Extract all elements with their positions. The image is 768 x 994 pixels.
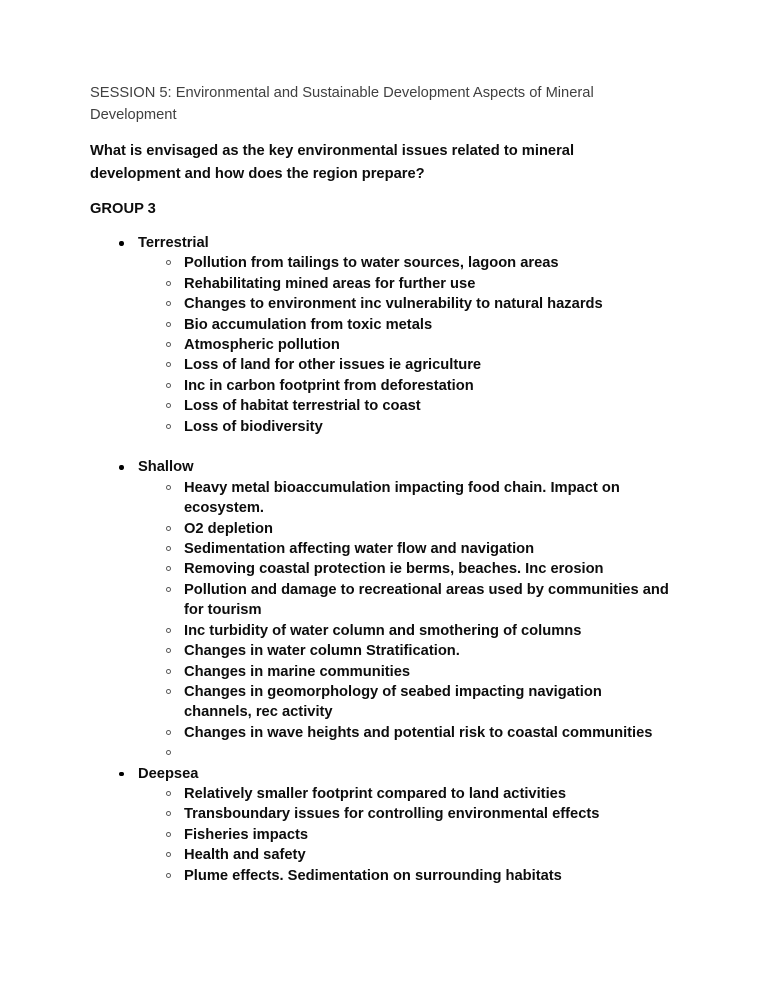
list-item-text: Heavy metal bioaccumulation impacting food chain. Impact on ecosystem. xyxy=(184,479,620,517)
outline-section xyxy=(90,457,673,763)
outline-list xyxy=(90,233,673,886)
list-item-text: Health and safety xyxy=(184,847,306,864)
list-item-text: Rehabilitating mined areas for further use xyxy=(184,275,476,292)
list-item-text: Changes to environment inc vulnerability to natural hazards xyxy=(184,296,603,313)
list-item-text: Bio accumulation from toxic metals xyxy=(184,316,433,333)
session-heading: SESSION 5: Environmental and Sustainable Development Aspects of Mineral Development xyxy=(90,85,594,123)
bullet-dot-icon xyxy=(119,772,124,777)
list-item xyxy=(90,784,673,804)
bullet-circle-icon xyxy=(166,485,171,490)
bullet-circle-icon xyxy=(166,403,171,408)
list-item-text: Changes in geomorphology of seabed impacting navigation channels, rec activity xyxy=(184,683,602,721)
section-item-list xyxy=(90,253,673,437)
section-title: Shallow xyxy=(138,459,194,476)
section-heading-row xyxy=(90,233,673,253)
list-item-text: Sedimentation affecting water flow and navigation xyxy=(184,541,535,558)
list-item xyxy=(90,417,673,437)
list-item xyxy=(90,335,673,355)
list-item-text: Plume effects. Sedimentation on surrounding habitats xyxy=(184,867,562,884)
question-paragraph: What is envisaged as the key environmental issues related to mineral development and how does the region prepare? xyxy=(90,143,575,182)
list-item-text: Loss of biodiversity xyxy=(184,418,323,435)
list-item xyxy=(90,315,673,335)
list-item-text: O2 depletion xyxy=(184,520,273,537)
bullet-circle-icon xyxy=(166,628,171,633)
list-item xyxy=(90,396,673,416)
bullet-circle-icon xyxy=(166,322,171,327)
list-item-text: Fisheries impacts xyxy=(184,826,309,843)
list-item xyxy=(90,274,673,294)
empty-list-item xyxy=(90,743,673,763)
list-item xyxy=(90,539,673,559)
bullet-circle-icon xyxy=(166,342,171,347)
list-item-text: Inc turbidity of water column and smothering of columns xyxy=(184,622,582,639)
outline-section xyxy=(90,233,673,457)
list-item xyxy=(90,825,673,845)
list-item xyxy=(90,294,673,314)
section-heading-row xyxy=(90,457,673,477)
list-item xyxy=(90,519,673,539)
bullet-circle-icon xyxy=(166,260,171,265)
list-item xyxy=(90,253,673,273)
bullet-circle-icon xyxy=(166,383,171,388)
list-item xyxy=(90,804,673,824)
section-title: Terrestrial xyxy=(138,235,209,251)
bullet-circle-icon xyxy=(166,301,171,306)
list-item xyxy=(90,478,673,519)
list-item-text: Atmospheric pollution xyxy=(184,337,340,354)
bullet-circle-icon xyxy=(166,526,171,531)
bullet-circle-icon xyxy=(166,424,171,429)
bullet-dot-icon xyxy=(119,465,124,470)
list-item-text: Relatively smaller footprint compared to land activities xyxy=(184,785,566,802)
bullet-circle-icon xyxy=(166,852,171,857)
bullet-circle-icon xyxy=(166,566,171,571)
section-heading-row xyxy=(90,764,673,784)
outline-section xyxy=(90,764,673,886)
bullet-circle-icon xyxy=(166,791,171,796)
section-item-list xyxy=(90,784,673,886)
list-item xyxy=(90,621,673,641)
list-item-text: Removing coastal protection ie berms, beaches. Inc erosion xyxy=(184,561,604,578)
list-item xyxy=(90,682,673,723)
bullet-circle-icon xyxy=(166,546,171,551)
list-item xyxy=(90,376,673,396)
list-item xyxy=(90,559,673,579)
bullet-circle-icon xyxy=(166,669,171,674)
list-item xyxy=(90,866,673,886)
list-item xyxy=(90,723,673,743)
bullet-circle-icon xyxy=(166,873,171,878)
bullet-circle-icon xyxy=(166,730,171,735)
list-item-text: Loss of land for other issues ie agriculture xyxy=(184,357,482,374)
section-title: Deepsea xyxy=(138,765,199,782)
list-item-text: Changes in water column Stratification. xyxy=(184,643,460,660)
bullet-circle-icon xyxy=(166,362,171,367)
list-item-text: Changes in marine communities xyxy=(184,663,411,680)
list-item xyxy=(90,845,673,865)
bullet-circle-icon xyxy=(166,811,171,816)
list-item-text: Transboundary issues for controlling environmental effects xyxy=(184,806,600,823)
group-label: GROUP 3 xyxy=(90,201,156,217)
list-item-text: Changes in wave heights and potential risk to coastal communities xyxy=(184,724,653,741)
bullet-circle-icon xyxy=(166,648,171,653)
list-item-text: Inc in carbon footprint from deforestation xyxy=(184,377,474,394)
list-item xyxy=(90,662,673,682)
list-item-text: Pollution from tailings to water sources, lagoon areas xyxy=(184,255,559,272)
bullet-circle-icon xyxy=(166,689,171,694)
list-item xyxy=(90,355,673,375)
bullet-circle-icon xyxy=(166,281,171,286)
bullet-circle-icon xyxy=(166,832,171,837)
section-item-list xyxy=(90,478,673,764)
bullet-circle-icon xyxy=(166,587,171,592)
blank-line xyxy=(90,437,673,457)
list-item-text: Loss of habitat terrestrial to coast xyxy=(184,398,421,415)
bullet-circle-icon xyxy=(166,750,171,755)
list-item-text: Pollution and damage to recreational areas used by communities and for tourism xyxy=(184,581,669,619)
list-item xyxy=(90,641,673,661)
bullet-dot-icon xyxy=(119,241,124,246)
list-item xyxy=(90,580,673,621)
